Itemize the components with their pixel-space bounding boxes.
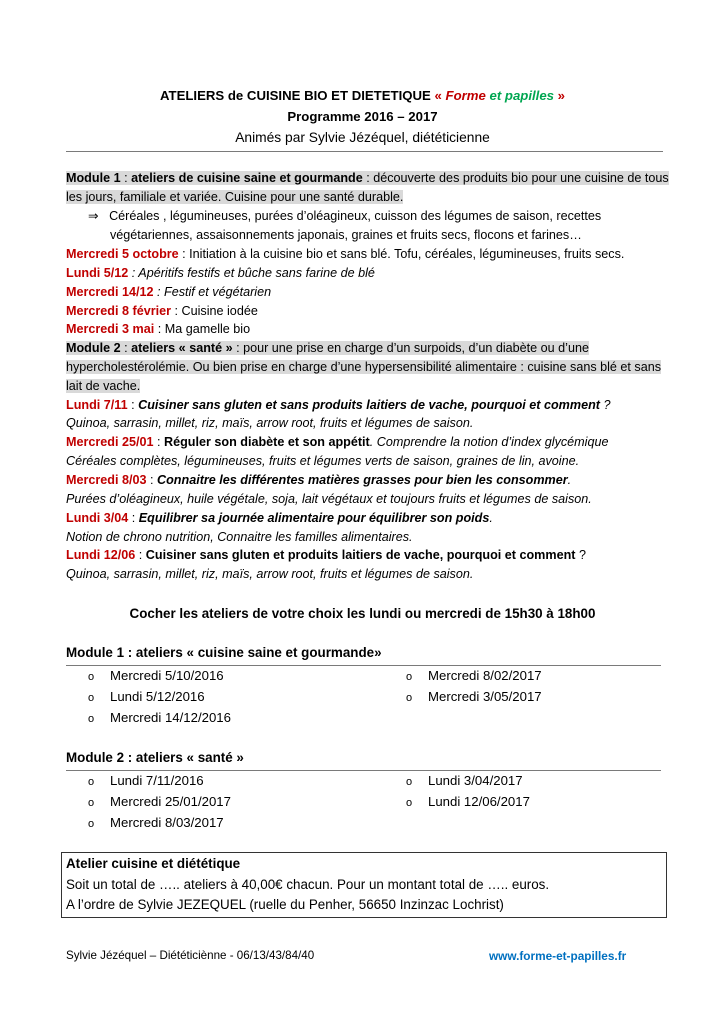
checkbox-circle-icon[interactable]: o [406,692,413,704]
checkbox-option[interactable] [406,667,542,686]
programme-year: Programme 2016 – 2017 [287,109,438,124]
module1-desc-line2 [66,188,403,207]
checkbox-circle-icon[interactable]: o [406,797,413,809]
form-module2-heading: Module 2 : ateliers « santé » [66,750,244,765]
module2-label: Module 2 [66,341,121,355]
session-sep: : [153,435,165,449]
module2-session [66,396,610,415]
session-date: Mercredi 3 mai [66,322,155,336]
instruction-text: Cocher les ateliers de votre choix les lundi ou mercredi de 15h30 à 18h00 [129,606,596,621]
session-end: ? [599,398,611,412]
checkbox-circle-icon[interactable]: o [88,797,95,809]
module1-session [66,264,375,283]
checkbox-option[interactable] [88,667,224,686]
module2-colon: : [120,341,132,355]
module2-desc3: lait de vache. [66,379,141,393]
form-module1-heading: Module 1 : ateliers « cuisine saine et gourmande» [66,645,382,660]
session-title: Equilibrer sa journée alimentaire pour équilibrer son poids [138,511,490,525]
option-label: Lundi 3/04/2017 [428,773,523,788]
module2-desc-line2 [66,358,661,377]
document-title [0,88,725,103]
module2-session [66,433,608,452]
session-end: . [567,473,572,487]
module1-session [66,320,250,339]
session-text: : Cuisine iodée [171,304,258,318]
session-text: : Ma gamelle bio [154,322,251,336]
checkbox-option[interactable] [88,688,205,707]
module2-desc: : pour une prise en charge d’un surpoids, d’un diabète ou d’une [232,341,589,355]
session-title: Cuisiner sans gluten et sans produits laitiers de vache, pourquoi et comment [138,398,600,412]
title-text: ATELIERS de CUISINE BIO ET DIETETIQUE [159,88,431,103]
session-detail: Notion de chrono nutrition, Connaitre les familles alimentaires. [66,530,413,544]
module1-heading [66,169,669,188]
session-end: ? [575,548,586,562]
checkbox-circle-icon[interactable]: o [88,692,95,704]
module1-colon: : [120,171,132,185]
payment-order-line: A l’ordre de Sylvie JEZEQUEL (ruelle du Penher, 56650 Inzinzac Lochrist) [66,897,504,912]
module1-name: ateliers de cuisine saine et gourmande [131,171,363,185]
option-label: Lundi 12/06/2017 [428,794,530,809]
session-sep: : [127,398,139,412]
session-detail: Quinoa, sarrasin, millet, riz, maïs, arrow root, fruits et légumes de saison. [66,416,474,430]
animator-line: Animés par Sylvie Jézéquel, diététicienne [235,130,490,145]
module2-name: ateliers « santé » [131,341,233,355]
title-quote-open: « [434,88,442,103]
checkbox-circle-icon[interactable]: o [406,776,413,788]
option-label: Mercredi 25/01/2017 [110,794,231,809]
module1-label: Module 1 [66,171,121,185]
module1-desc: : découverte des produits bio pour une cuisine de tous [362,171,669,185]
module2-session [66,509,493,528]
arrow-icon: ⇒ [88,209,99,223]
checkbox-option[interactable] [406,793,530,812]
module2-heading [66,339,589,358]
session-detail: Purées d’oléagineux, huile végétale, soja, lait végétaux et toujours fruits et légumes de saison. [66,492,592,506]
checkbox-circle-icon[interactable]: o [88,671,95,683]
session-text: : Festif et végétarien [153,285,272,299]
session-after: . Comprendre la notion d’index glycémique [369,435,609,449]
payment-title: Atelier cuisine et diététique [66,856,241,871]
option-label: Lundi 5/12/2016 [110,689,205,704]
module1-desc2: les jours, familiale et variée. Cuisine pour une santé durable. [66,190,404,204]
session-sep: : [146,473,158,487]
website-link[interactable]: www.forme-et-papilles.fr [489,949,627,963]
checkbox-option[interactable] [406,772,523,791]
title-et-papilles: et papilles [489,88,554,103]
module1-bullet [88,207,601,226]
session-text: : Initiation à la cuisine bio et sans blé. Tofu, céréales, légumineuses, fruits secs. [178,247,625,261]
form-module1-divider [66,665,661,666]
footer-contact: Sylvie Jézéquel – Diététiciènne - 06/13/43/84/40 [66,949,315,962]
option-label: Mercredi 5/10/2016 [110,668,224,683]
session-title: Cuisiner sans gluten et produits laitiers de vache, pourquoi et comment [145,548,576,562]
option-label: Mercredi 3/05/2017 [428,689,542,704]
session-date: Lundi 5/12 [66,266,129,280]
session-detail: Céréales complètes, légumineuses, fruits et légumes verts de saison, graines de lin, avoine. [66,454,580,468]
payment-box [61,852,667,918]
session-date: Lundi 3/04 [66,511,129,525]
checkbox-option[interactable] [88,793,231,812]
header-divider [66,151,663,152]
title-forme: Forme [445,88,486,103]
form-module2-divider [66,770,661,771]
checkbox-circle-icon[interactable]: o [88,818,95,830]
checkbox-circle-icon[interactable]: o [406,671,413,683]
module1-session [66,245,624,264]
session-date: Lundi 7/11 [66,398,128,412]
checkbox-option[interactable] [88,709,231,728]
session-text: : Apéritifs festifs et bûche sans farine de blé [128,266,375,280]
option-label: Lundi 7/11/2016 [110,773,204,788]
module1-session [66,302,258,321]
session-date: Lundi 12/06 [66,548,136,562]
session-sep: : [128,511,139,525]
checkbox-circle-icon[interactable]: o [88,713,95,725]
session-date: Mercredi 8 février [66,304,172,318]
session-sep: : [135,548,146,562]
session-title: Connaitre les différentes matières grasses pour bien les consommer [157,473,568,487]
checkbox-option[interactable] [88,772,204,791]
session-date: Mercredi 25/01 [66,435,154,449]
session-date: Mercredi 14/12 [66,285,154,299]
checkbox-option[interactable] [406,688,542,707]
session-date: Mercredi 5 octobre [66,247,179,261]
module2-session [66,471,571,490]
module1-bullet-line2: végétariennes, assaisonnements japonais, graines et fruits secs, flocons et farines… [110,228,582,242]
module1-session [66,283,271,302]
title-quote-close: » [557,88,566,103]
checkbox-circle-icon[interactable]: o [88,776,95,788]
module2-desc-line3 [66,377,140,396]
module1-bullet-text: Céréales , légumineuses, purées d’oléagineux, cuisson des légumes de saison, recettes [109,209,602,223]
option-label: Mercredi 8/02/2017 [428,668,542,683]
checkbox-option[interactable] [88,814,224,833]
payment-total-line: Soit un total de ….. ateliers à 40,00€ chacun. Pour un montant total de ….. euros. [66,877,550,892]
module2-session [66,546,586,565]
option-label: Mercredi 8/03/2017 [110,815,224,830]
session-detail: Quinoa, sarrasin, millet, riz, maïs, arrow root, fruits et légumes de saison. [66,567,474,581]
session-date: Mercredi 8/03 [66,473,147,487]
option-label: Mercredi 14/12/2016 [110,710,231,725]
module2-desc2: hypercholestérolémie. Ou bien prise en charge d’une hypersensibilité alimentaire : cuisine sans blé et sans [66,360,662,374]
session-end: . [489,511,493,525]
session-title: Réguler son diabète et son appétit [164,435,370,449]
